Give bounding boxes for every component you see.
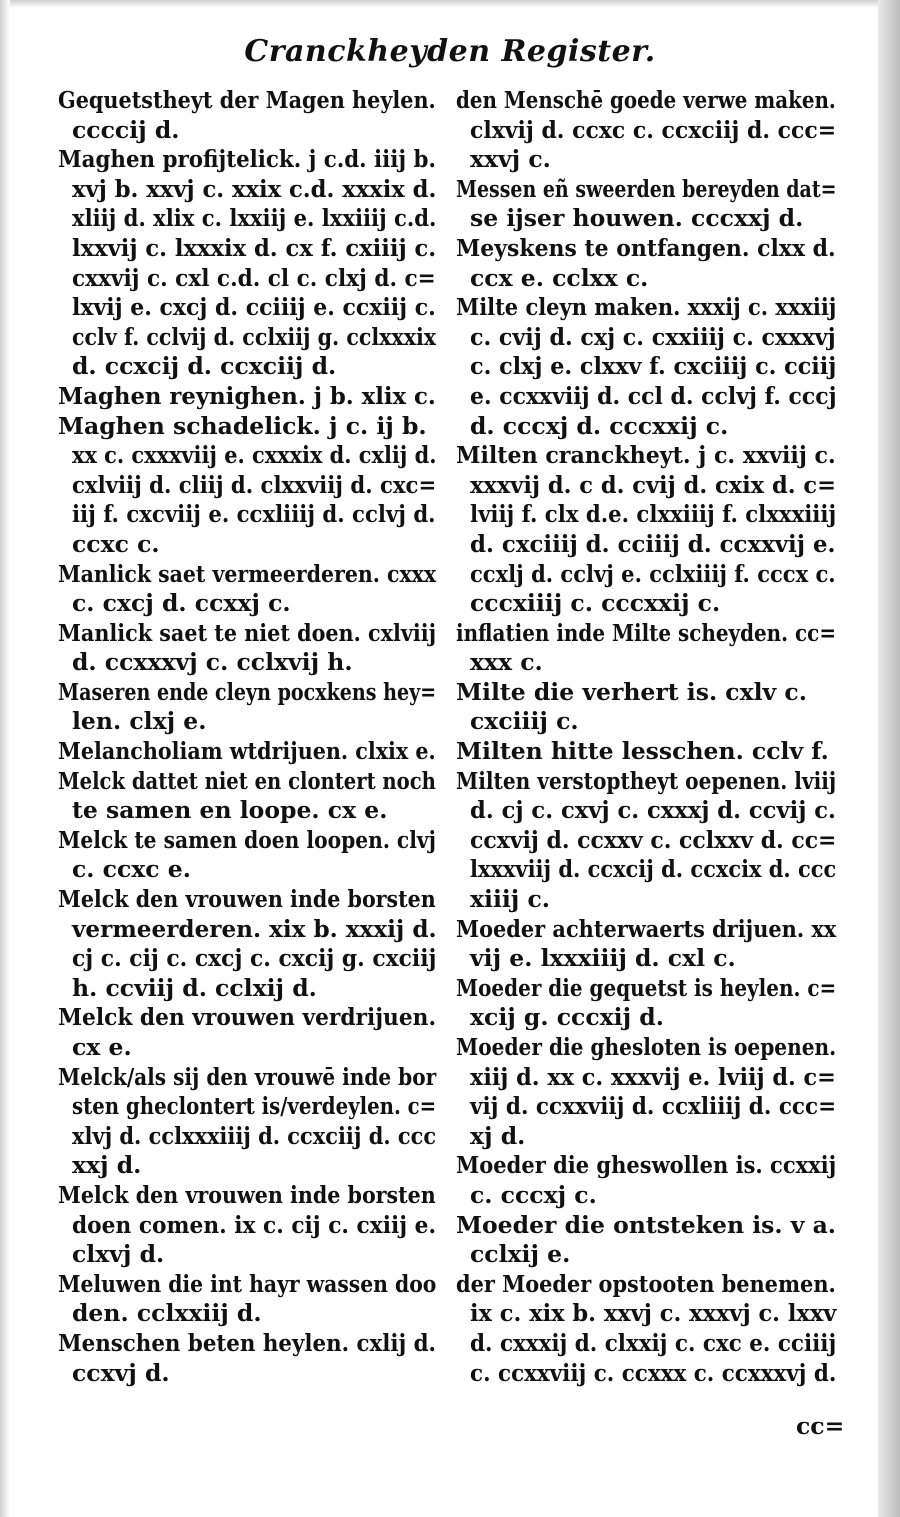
register-line-text: inflatien inde Milte scheyden. cc= bbox=[456, 618, 837, 647]
register-continuation-line bbox=[456, 826, 836, 856]
register-line-text: cx e. bbox=[72, 1033, 132, 1061]
register-line-text: xiiij c. bbox=[470, 885, 550, 914]
register-line-text: lxxvij c. lxxxix d. cx f. cxiiij c. bbox=[72, 233, 437, 262]
register-continuation-line bbox=[456, 471, 836, 501]
register-line-text: len. clxj e. bbox=[72, 707, 207, 736]
register-line-text: Maghen reynighen. j b. xlix c. bbox=[58, 381, 436, 410]
register-entry-line bbox=[58, 86, 436, 116]
register-line-text: Milten verstoptheyt oepenen. lviij bbox=[456, 766, 837, 795]
register-line-text: ix c. xix b. xxvj c. xxxvj c. lxxv bbox=[470, 1299, 837, 1328]
register-entry-line bbox=[456, 441, 836, 471]
register-continuation-line bbox=[456, 530, 836, 560]
register-line-text: Melck den vrouwen verdrijuen. bbox=[58, 1003, 437, 1032]
register-continuation-line bbox=[456, 1063, 836, 1093]
register-continuation-line bbox=[58, 500, 436, 530]
register-line-text: te samen en loope. cx e. bbox=[72, 796, 388, 825]
register-continuation-line bbox=[58, 974, 436, 1004]
register-line-text: cccxiiij c. cccxxij c. bbox=[470, 589, 721, 618]
register-line-text: d. cxxxij d. clxxij c. cxc e. cciiij bbox=[470, 1328, 837, 1357]
register-continuation-line bbox=[456, 1122, 836, 1152]
register-entry-line bbox=[456, 619, 836, 649]
register-line-text: d. cj c. cxvj c. cxxxj d. ccvij c. bbox=[470, 796, 836, 825]
register-line-text: xj d. bbox=[470, 1121, 526, 1150]
register-continuation-line bbox=[58, 1299, 436, 1329]
register-line-text: ccccij d. bbox=[72, 115, 180, 144]
right-column bbox=[456, 86, 836, 1388]
register-continuation-line bbox=[456, 1299, 836, 1329]
register-line-text: c. cvij d. cxj c. cxxiiij c. cxxxvj bbox=[470, 322, 836, 351]
register-continuation-line bbox=[58, 323, 436, 353]
register-entry-line bbox=[456, 86, 836, 116]
register-entry-line bbox=[58, 885, 436, 915]
left-column bbox=[58, 86, 436, 1388]
register-line-text: lxxxviij d. ccxcij d. ccxcix d. ccc bbox=[470, 855, 837, 884]
register-line-text: xliij d. xlix c. lxxiij e. lxxiiij c.d. bbox=[72, 204, 437, 233]
register-continuation-line bbox=[456, 560, 836, 590]
register-continuation-line bbox=[58, 1151, 436, 1181]
register-line-text: ccxlj d. cclvj e. cclxiiij f. cccx c. bbox=[470, 559, 836, 588]
page-right-shadow bbox=[878, 0, 900, 1517]
register-continuation-line bbox=[456, 116, 836, 146]
register-continuation-line bbox=[58, 175, 436, 205]
register-continuation-line bbox=[58, 1359, 436, 1389]
register-line-text: cclv f. cclvij d. cclxiij g. cclxxxix bbox=[72, 322, 437, 351]
register-entry-line bbox=[456, 737, 836, 767]
register-entry-line bbox=[456, 234, 836, 264]
register-line-text: lviij f. clx d.e. clxxiiij f. clxxxiiij bbox=[470, 500, 837, 529]
register-line-text: Manlick saet te niet doen. cxlviij bbox=[58, 618, 437, 647]
register-line-text: ccx e. cclxx c. bbox=[470, 263, 649, 292]
register-line-text: xlvj d. cclxxxiiij d. ccxciij d. ccc bbox=[72, 1121, 437, 1150]
register-continuation-line bbox=[58, 944, 436, 974]
register-entry-line bbox=[456, 678, 836, 708]
register-entry-line bbox=[456, 767, 836, 797]
register-line-text: Milte cleyn maken. xxxij c. xxxiij bbox=[456, 293, 837, 322]
register-continuation-line bbox=[58, 116, 436, 146]
register-entry-line bbox=[58, 678, 436, 708]
register-continuation-line bbox=[456, 944, 836, 974]
register-line-text: Moeder achterwaerts drijuen. xx bbox=[456, 914, 837, 943]
register-line-text: c. cccxj c. bbox=[470, 1180, 597, 1209]
register-entry-line bbox=[58, 619, 436, 649]
register-line-text: sten gheclontert is/verdeylen. c= bbox=[72, 1092, 437, 1121]
register-line-text: xvj b. xxvj c. xxix c.d. xxxix d. bbox=[72, 174, 437, 203]
register-continuation-line bbox=[58, 1122, 436, 1152]
register-line-text: der Moeder opstooten benemen. bbox=[456, 1269, 836, 1298]
register-continuation-line bbox=[58, 1211, 436, 1241]
register-continuation-line bbox=[456, 500, 836, 530]
register-continuation-line bbox=[456, 1003, 836, 1033]
register-line-text: xcij g. cccxij d. bbox=[470, 1003, 664, 1032]
register-entry-line bbox=[58, 826, 436, 856]
register-line-text: xxxvij d. c d. cvij d. cxix d. c= bbox=[470, 470, 836, 499]
register-line-text: clxvij d. ccxc c. ccxciij d. ccc= bbox=[470, 115, 837, 144]
register-line-text: Moeder die ghesloten is oepenen. bbox=[456, 1033, 837, 1061]
register-continuation-line bbox=[58, 530, 436, 560]
register-line-text: Melck/als sij den vrouwē inde bor bbox=[58, 1062, 437, 1091]
register-line-text: Melck den vrouwen inde borsten bbox=[58, 885, 436, 914]
catchword: cc= bbox=[796, 1412, 845, 1440]
register-line-text: vij e. lxxxiiij d. cxl c. bbox=[470, 944, 736, 973]
register-continuation-line bbox=[58, 352, 436, 382]
register-line-text: doen comen. ix c. cij c. cxiij e. bbox=[72, 1210, 437, 1239]
register-line-text: c. ccxc e. bbox=[72, 855, 191, 884]
register-line-text: Maghen schadelick. j c. ij b. bbox=[58, 411, 427, 440]
register-line-text: Meluwen die int hayr wassen doo bbox=[58, 1269, 437, 1298]
register-line-text: d. ccxxxvj c. cclxvij h. bbox=[72, 648, 353, 677]
register-entry-line bbox=[456, 1033, 836, 1063]
register-continuation-line bbox=[58, 796, 436, 826]
register-line-text: d. cxciiij d. cciiij d. ccxxvij e. bbox=[470, 529, 836, 558]
register-continuation-line bbox=[58, 1240, 436, 1270]
register-continuation-line bbox=[58, 441, 436, 471]
register-line-text: cxlviij d. cliij d. clxxviij d. cxc= bbox=[72, 470, 437, 499]
register-entry-line bbox=[58, 382, 436, 412]
page-top-edge bbox=[0, 0, 900, 8]
register-continuation-line bbox=[456, 885, 836, 915]
register-line-text: Moeder die ontsteken is. v a. bbox=[456, 1210, 836, 1239]
register-line-text: Meyskens te ontfangen. clxx d. bbox=[456, 233, 836, 262]
register-continuation-line bbox=[58, 1033, 436, 1063]
register-entry-line bbox=[456, 974, 836, 1004]
register-line-text: Maseren ende cleyn pocxkens hey= bbox=[58, 677, 437, 706]
register-entry-line bbox=[456, 915, 836, 945]
register-line-text: cj c. cij c. cxcj c. cxcij g. cxciij bbox=[72, 944, 437, 973]
register-line-text: cclxij e. bbox=[470, 1240, 571, 1269]
register-continuation-line bbox=[456, 1092, 836, 1122]
register-entry-line bbox=[58, 1003, 436, 1033]
register-line-text: d. cccxj d. cccxxij c. bbox=[470, 411, 729, 440]
register-entry-line bbox=[58, 1181, 436, 1211]
register-line-text: xxx c. bbox=[470, 648, 543, 677]
register-continuation-line bbox=[58, 293, 436, 323]
register-line-text: Maghen profijtelick. j c.d. iiij b. bbox=[58, 145, 436, 174]
register-line-text: se ijser houwen. cccxxj d. bbox=[470, 204, 804, 233]
register-continuation-line bbox=[58, 1092, 436, 1122]
register-line-text: Menschen beten heylen. cxlij d. bbox=[58, 1328, 437, 1357]
register-entry-line bbox=[58, 1270, 436, 1300]
register-continuation-line bbox=[456, 1240, 836, 1270]
register-line-text: Milten cranckheyt. j c. xxviij c. bbox=[456, 441, 836, 470]
register-continuation-line bbox=[58, 855, 436, 885]
register-entry-line bbox=[58, 1329, 436, 1359]
register-continuation-line bbox=[456, 1329, 836, 1359]
register-continuation-line bbox=[58, 589, 436, 619]
register-continuation-line bbox=[58, 915, 436, 945]
register-continuation-line bbox=[456, 1181, 836, 1211]
register-line-text: Milte die verhert is. cxlv c. bbox=[456, 677, 807, 706]
register-continuation-line bbox=[456, 412, 836, 442]
register-line-text: ccxc c. bbox=[72, 529, 160, 558]
page-left-shadow bbox=[0, 0, 10, 1517]
register-line-text: ccxvj d. bbox=[72, 1358, 170, 1387]
register-entry-line bbox=[456, 1151, 836, 1181]
register-line-text: Melck te samen doen loopen. clvj bbox=[58, 825, 437, 854]
register-continuation-line bbox=[58, 648, 436, 678]
register-continuation-line bbox=[58, 707, 436, 737]
register-line-text: Melck den vrouwen inde borsten bbox=[58, 1180, 436, 1209]
register-line-text: clxvj d. bbox=[72, 1240, 165, 1269]
register-entry-line bbox=[58, 737, 436, 767]
register-line-text: xiij d. xx c. xxxvij e. lviij d. c= bbox=[470, 1062, 836, 1091]
register-line-text: c. clxj e. clxxv f. cxciiij c. cciij bbox=[470, 352, 837, 381]
register-line-text: xx c. cxxxviij e. cxxxix d. cxlij d. bbox=[72, 441, 437, 470]
register-line-text: Melck dattet niet en clontert noch bbox=[58, 766, 436, 795]
register-line-text: den. cclxxiij d. bbox=[72, 1299, 262, 1328]
register-continuation-line bbox=[456, 707, 836, 737]
register-line-text: vij d. ccxxviij d. ccxliiij d. ccc= bbox=[470, 1092, 837, 1121]
register-continuation-line bbox=[456, 145, 836, 175]
register-line-text: Moeder die gequetst is heylen. c= bbox=[456, 973, 837, 1002]
register-continuation-line bbox=[456, 264, 836, 294]
register-line-text: Manlick saet vermeerderen. cxxx bbox=[58, 559, 437, 588]
register-entry-line bbox=[456, 1211, 836, 1241]
register-line-text: Milten hitte lesschen. cclv f. bbox=[456, 737, 829, 766]
register-continuation-line bbox=[456, 855, 836, 885]
register-line-text: ccxvij d. ccxxv c. cclxxv d. cc= bbox=[470, 825, 837, 854]
register-line-text: cxxvij c. cxl c.d. cl c. clxj d. c= bbox=[72, 263, 436, 292]
register-entry-line bbox=[58, 412, 436, 442]
register-line-text: Melancholiam wtdrijuen. clxix e. bbox=[58, 737, 436, 766]
register-line-text: vermeerderen. xix b. xxxij d. bbox=[72, 914, 437, 943]
register-line-text: Moeder die gheswollen is. ccxxij bbox=[456, 1151, 837, 1180]
register-entry-line bbox=[456, 1270, 836, 1300]
register-continuation-line bbox=[456, 648, 836, 678]
register-continuation-line bbox=[456, 323, 836, 353]
register-continuation-line bbox=[58, 204, 436, 234]
register-continuation-line bbox=[58, 264, 436, 294]
register-entry-line bbox=[58, 560, 436, 590]
register-line-text: c. ccxxviij c. ccxxx c. ccxxxvj d. bbox=[470, 1358, 837, 1387]
register-line-text: iij f. cxcviij e. ccxliiij d. cclvj d. bbox=[72, 500, 436, 529]
register-entry-line bbox=[456, 175, 836, 205]
register-continuation-line bbox=[456, 382, 836, 412]
register-continuation-line bbox=[456, 204, 836, 234]
register-continuation-line bbox=[456, 796, 836, 826]
register-entry-line bbox=[456, 293, 836, 323]
register-line-text: d. ccxcij d. ccxciij d. bbox=[72, 352, 337, 381]
register-line-text: Gequetstheyt der Magen heylen. bbox=[58, 86, 436, 114]
register-continuation-line bbox=[58, 234, 436, 264]
register-entry-line bbox=[58, 767, 436, 797]
register-line-text: lxvij e. cxcj d. cciiij e. ccxiij c. bbox=[72, 293, 436, 322]
register-continuation-line bbox=[58, 471, 436, 501]
register-line-text: den Menschē goede verwe maken. bbox=[456, 86, 836, 114]
register-line-text: h. ccviij d. cclxij d. bbox=[72, 973, 317, 1002]
register-line-text: e. ccxxviij d. ccl d. cclvj f. cccj bbox=[470, 381, 837, 410]
running-header: Cranckheyden Register. bbox=[244, 34, 656, 69]
register-line-text: xxvj c. bbox=[470, 145, 551, 174]
register-line-text: xxj d. bbox=[72, 1151, 142, 1180]
register-line-text: c. cxcj d. ccxxj c. bbox=[72, 589, 291, 618]
register-continuation-line bbox=[456, 352, 836, 382]
register-line-text: Messen eñ sweerden bereyden dat= bbox=[456, 174, 837, 203]
register-entry-line bbox=[58, 1063, 436, 1093]
register-continuation-line bbox=[456, 1359, 836, 1389]
register-continuation-line bbox=[456, 589, 836, 619]
register-line-text: cxciiij c. bbox=[470, 707, 579, 736]
register-entry-line bbox=[58, 145, 436, 175]
